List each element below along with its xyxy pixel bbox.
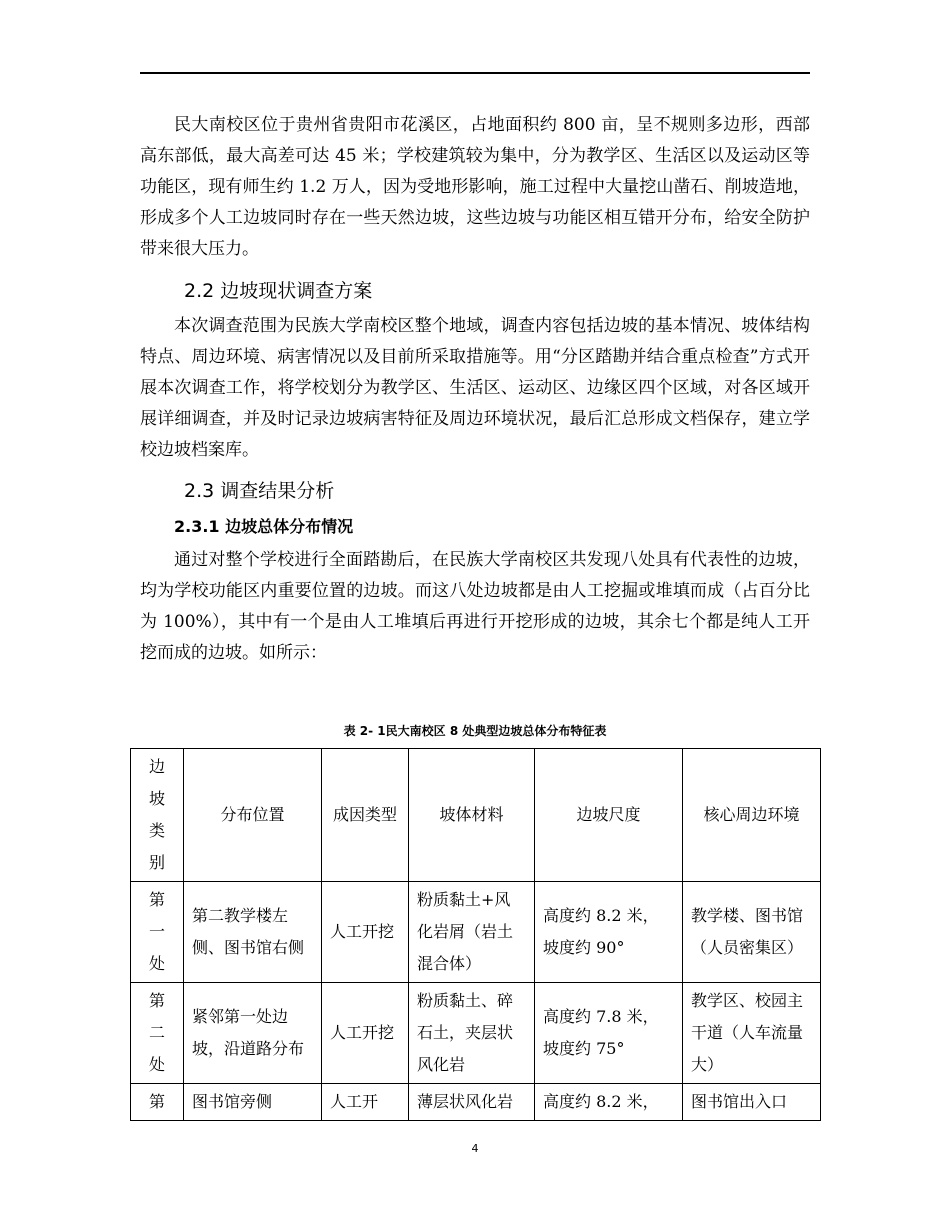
table-cell: 粉质黏土、碎石土，夹层状风化岩 [409,983,535,1084]
header-scale: 边坡尺度 [535,749,683,882]
row-label [131,882,184,983]
row-label-text: 第一处 [149,890,166,973]
row-label [131,983,184,1084]
table-cell: 高度约 8.2 米， [535,1084,683,1121]
section-2-3-1-paragraph: 通过对整个学校进行全面踏勘后，在民族大学南校区共发现八处具有代表性的边坡，均为学校功能区内重要位置的边坡。而这八处边坡都是由人工挖掘或堆填而成（占百分比为 100%），其中有一个是由人工堆填后再进行开挖形成的边坡，其余七个都是纯人工开挖而成的边坡。如所示： [140,550,810,663]
header-environment: 核心周边环境 [683,749,821,882]
table-cell: 图书馆旁侧 [184,1084,322,1121]
table-cell: 紧邻第一处边坡，沿道路分布 [184,983,322,1084]
header-cause-type: 成因类型 [322,749,409,882]
header-slope-category-text: 边坡类别 [149,757,166,872]
header-location: 分布位置 [184,749,322,882]
table-cell: 教学区、校园主干道（人车流量大） [683,983,821,1084]
header-rule [140,72,810,74]
table-cell: 第二教学楼左侧、图书馆右侧 [184,882,322,983]
table-cell: 人工开 [322,1084,409,1121]
page-number: 4 [471,1142,479,1155]
table-cell: 薄层状风化岩 [409,1084,535,1121]
table-row [131,1084,821,1121]
table-cell: 高度约 7.8 米，坡度约 75° [535,983,683,1084]
slope-distribution-table [130,748,821,1121]
row-label: 第 [131,1084,184,1121]
section-2-2-paragraph: 本次调查范围为民族大学南校区整个地域，调查内容包括边坡的基本情况、坡体结构特点、周边环境、病害情况以及目前所采取措施等。用“分区踏勘并结合重点检查”方式开展本次调查工作，将学校划分为教学区、生活区、运动区、边缘区四个区域，对各区域开展详细调查，并及时记录边坡病害特征及周边环境状况，最后汇总形成文档保存，建立学校边坡档案库。 [140,316,810,460]
table-row [131,983,821,1084]
table-cell: 高度约 8.2 米，坡度约 90° [535,882,683,983]
table-cell: 人工开挖 [322,983,409,1084]
table-cell: 人工开挖 [322,882,409,983]
row-label-text: 第二处 [149,991,166,1074]
table-row [131,882,821,983]
header-slope-category [131,749,184,882]
section-2-2-heading: 2.2 边坡现状调查方案 [184,280,373,302]
section-2-3-1-heading: 2.3.1 边坡总体分布情况 [174,517,354,536]
table-caption: 表 2- 1民大南校区 8 处典型边坡总体分布特征表 [343,724,607,738]
header-material: 坡体材料 [409,749,535,882]
section-2-3-heading: 2.3 调查结果分析 [184,480,335,502]
intro-paragraph: 民大南校区位于贵州省贵阳市花溪区，占地面积约 800 亩，呈不规则多边形，西部高东部低，最大高差可达 45 米；学校建筑较为集中，分为教学区、生活区以及运动区等功能区，现有师生约 1.2 万人，因为受地形影响，施工过程中大量挖山凿石、削坡造地，形成多个人工边坡同时存在一些天然边坡，这些边坡与功能区相互错开分布，给安全防护带来很大压力。 [140,115,810,259]
table-cell: 教学楼、图书馆（人员密集区） [683,882,821,983]
table-header-row [131,749,821,882]
table-cell: 图书馆出入口 [683,1084,821,1121]
table-cell: 粉质黏土+风化岩屑（岩土混合体） [409,882,535,983]
